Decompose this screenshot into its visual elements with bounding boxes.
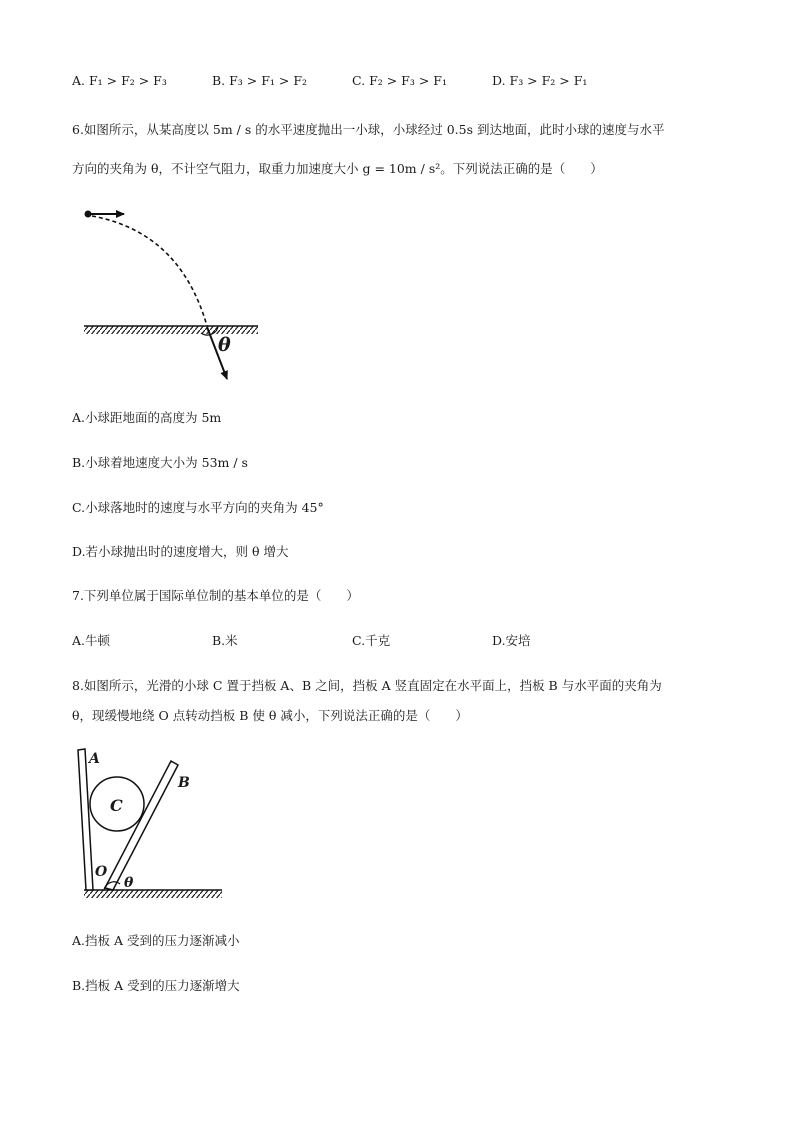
q7-option-b: B.米 [212, 633, 238, 648]
q6-option-a: A.小球距地面的高度为 5m [72, 410, 222, 425]
q6-stem-line1: 6.如图所示，从某高度以 5m / s 的水平速度抛出一小球，小球经过 0.5s 到达地面，此时小球的速度与水平 [72, 122, 665, 137]
q8-label-o: O [95, 864, 108, 880]
q8-board-a [78, 749, 93, 890]
q8-label-c: C [110, 796, 123, 815]
q7-option-c: C.千克 [352, 633, 391, 648]
q7-stem: 7.下列单位属于国际单位制的基本单位的是（ ） [72, 588, 359, 603]
q6-theta-label: θ [218, 334, 231, 356]
q6-option-b: B.小球着地速度大小为 53m / s [72, 455, 248, 470]
q7-option-a: A.牛顿 [72, 633, 111, 648]
q6-option-c: C.小球落地时的速度与水平方向的夹角为 45° [72, 500, 324, 515]
q8-option-a: A.挡板 A 受到的压力逐渐减小 [72, 933, 240, 948]
q7-option-d: D.安培 [492, 633, 531, 648]
q5-option-a: A. F₁ > F₂ > F₃ [72, 73, 167, 88]
q8-option-b: B.挡板 A 受到的压力逐渐增大 [72, 978, 240, 993]
q5-option-b: B. F₃ > F₁ > F₂ [212, 73, 308, 88]
q8-label-b: B [178, 775, 190, 791]
q8-stem-line2: θ，现缓慢地绕 O 点转动挡板 B 使 θ 减小，下列说法正确的是（ ） [72, 708, 468, 723]
q6-stem-line2: 方向的夹角为 θ，不计空气阻力，取重力加速度大小 g = 10m / s²。下列说法正确的是（ ） [72, 161, 603, 176]
q8-stem-line1: 8.如图所示，光滑的小球 C 置于挡板 A、B 之间，挡板 A 竖直固定在水平面上，挡板 B 与水平面的夹角为 [72, 678, 662, 693]
q8-ground-hatch [84, 890, 222, 898]
q8-label-theta: θ [124, 875, 134, 891]
q6-option-d: D.若小球抛出时的速度增大，则 θ 增大 [72, 544, 289, 559]
q5-option-c: C. F₂ > F₃ > F₁ [352, 73, 447, 88]
q5-option-d: D. F₃ > F₂ > F₁ [492, 73, 588, 88]
q8-label-a: A [89, 751, 100, 767]
